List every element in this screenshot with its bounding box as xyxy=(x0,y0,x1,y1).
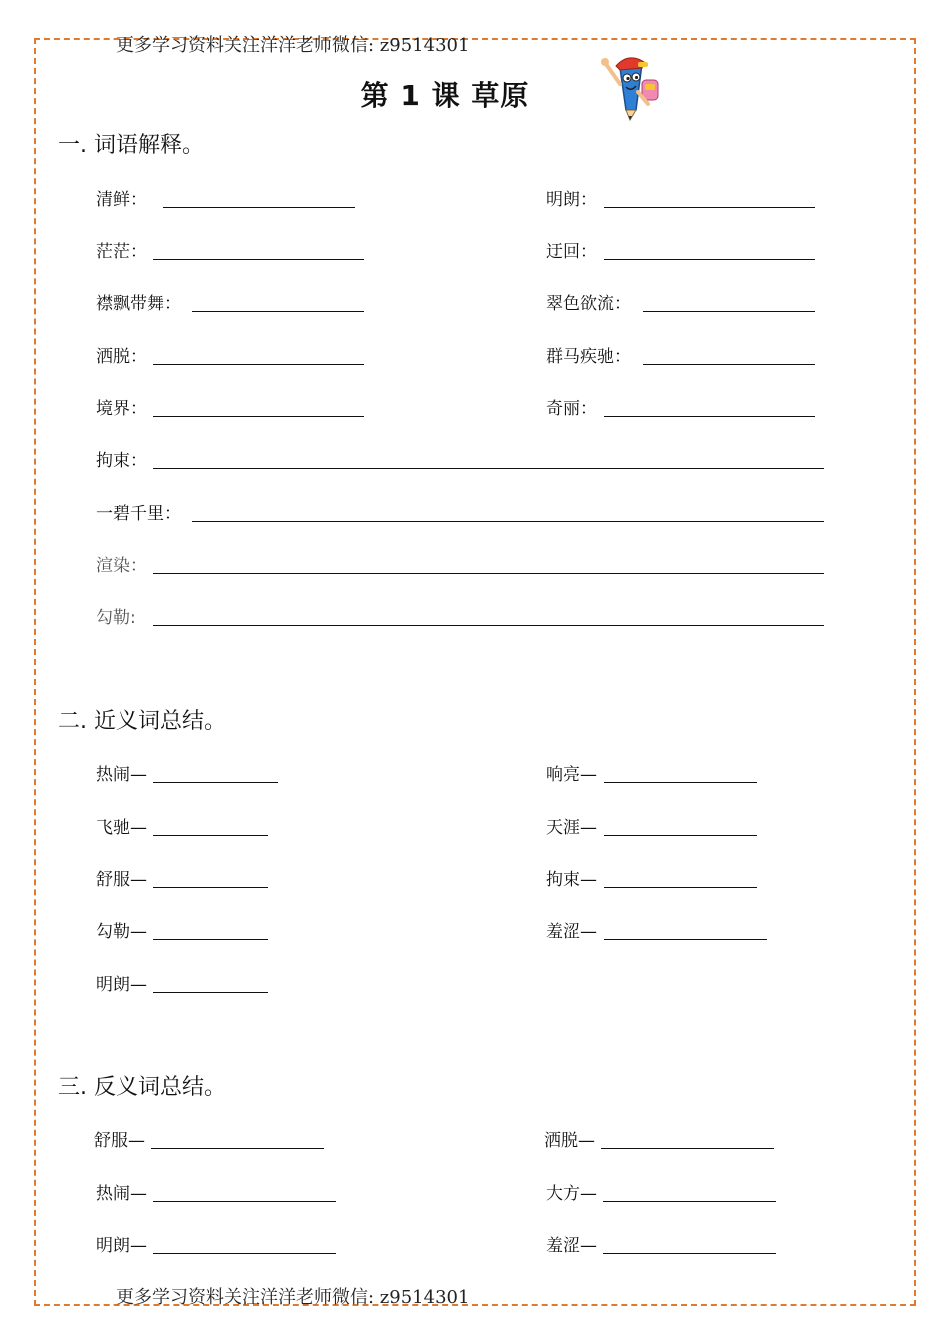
vocab-label: 渲染： xyxy=(96,556,147,576)
watermark-bottom: 更多学习资料关注洋洋老师微信: z9514301 xyxy=(116,1287,470,1308)
answer-line[interactable] xyxy=(643,364,815,365)
answer-line[interactable] xyxy=(192,311,364,312)
answer-line[interactable] xyxy=(603,1201,776,1202)
answer-line[interactable] xyxy=(153,1253,336,1254)
vocab-label: 茫茫： xyxy=(96,242,147,262)
answer-line[interactable] xyxy=(604,887,757,888)
synonym-label: 羞涩— xyxy=(546,922,597,942)
synonym-label: 热闹— xyxy=(96,765,147,785)
answer-line[interactable] xyxy=(643,311,815,312)
vocab-label: 拘束： xyxy=(96,451,147,471)
answer-line[interactable] xyxy=(153,1201,336,1202)
answer-line[interactable] xyxy=(601,1148,774,1149)
answer-line[interactable] xyxy=(153,992,268,993)
vocab-label: 群马疾驰： xyxy=(546,347,631,367)
answer-line[interactable] xyxy=(603,1253,776,1254)
answer-line[interactable] xyxy=(153,416,364,417)
answer-line[interactable] xyxy=(604,207,815,208)
answer-line[interactable] xyxy=(192,521,824,522)
answer-line[interactable] xyxy=(604,782,757,783)
synonym-label: 天涯— xyxy=(546,818,597,838)
section-1-heading: 一. 词语解释。 xyxy=(58,133,204,158)
vocab-label: 一碧千里： xyxy=(96,504,181,524)
synonym-label: 飞驰— xyxy=(96,818,147,838)
answer-line[interactable] xyxy=(153,259,364,260)
answer-line[interactable] xyxy=(153,782,278,783)
answer-line[interactable] xyxy=(153,468,824,469)
vocab-label: 襟飘带舞： xyxy=(96,294,181,314)
answer-line[interactable] xyxy=(604,939,767,940)
vocab-label: 勾勒: xyxy=(96,608,136,628)
answer-line[interactable] xyxy=(153,835,268,836)
antonym-label: 明朗— xyxy=(96,1236,147,1256)
dashed-page-border xyxy=(34,35,916,1306)
synonym-label: 舒服— xyxy=(96,870,147,890)
antonym-label: 热闹— xyxy=(96,1184,147,1204)
synonym-label: 拘束— xyxy=(546,870,597,890)
section-2-heading: 二. 近义词总结。 xyxy=(58,709,226,734)
antonym-label: 羞涩— xyxy=(546,1236,597,1256)
answer-line[interactable] xyxy=(151,1148,324,1149)
answer-line[interactable] xyxy=(163,207,355,208)
section-3-heading: 三. 反义词总结。 xyxy=(58,1075,226,1100)
vocab-label: 清鲜： xyxy=(96,190,147,210)
vocab-label: 奇丽： xyxy=(546,399,597,419)
watermark-top: 更多学习资料关注洋洋老师微信: z9514301 xyxy=(116,35,470,56)
page-title: 第 1 课 草原 xyxy=(360,79,530,112)
pencil-mascot-icon xyxy=(598,50,670,124)
synonym-label: 明朗— xyxy=(96,975,147,995)
answer-line[interactable] xyxy=(604,416,815,417)
antonym-label: 洒脱— xyxy=(544,1131,595,1151)
answer-line[interactable] xyxy=(153,364,364,365)
vocab-label: 境界： xyxy=(96,399,147,419)
vocab-label: 迂回： xyxy=(546,242,597,262)
vocab-label: 明朗： xyxy=(546,190,597,210)
synonym-label: 勾勒— xyxy=(96,922,147,942)
answer-line[interactable] xyxy=(153,887,268,888)
answer-line[interactable] xyxy=(153,625,824,626)
answer-line[interactable] xyxy=(153,573,824,574)
answer-line[interactable] xyxy=(604,259,815,260)
vocab-label: 洒脱： xyxy=(96,347,147,367)
answer-line[interactable] xyxy=(153,939,268,940)
synonym-label: 响亮— xyxy=(546,765,597,785)
antonym-label: 大方— xyxy=(546,1184,597,1204)
answer-line[interactable] xyxy=(604,835,757,836)
vocab-label: 翠色欲流： xyxy=(546,294,631,314)
antonym-label: 舒服— xyxy=(94,1131,145,1151)
